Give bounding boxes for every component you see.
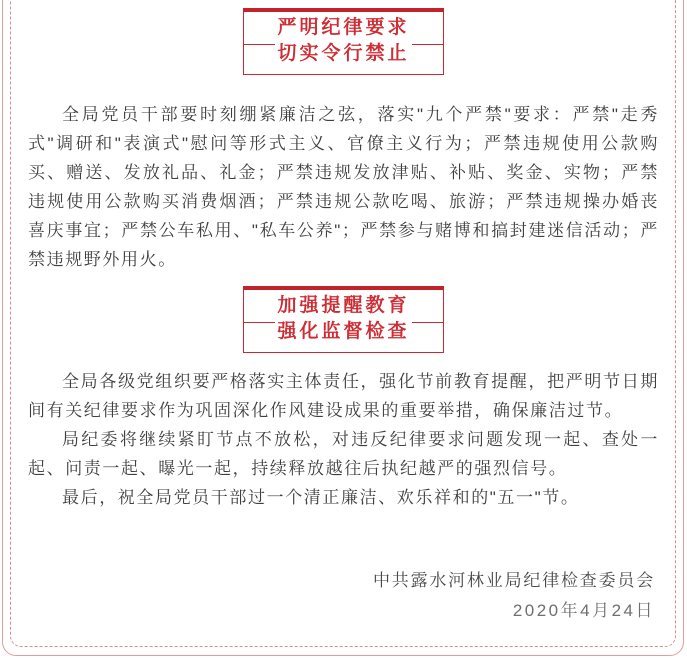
section-body-discipline bbox=[28, 100, 659, 274]
section-heading-box-discipline bbox=[243, 8, 444, 75]
section-heading-line: 加强提醒教育 bbox=[277, 295, 410, 316]
paragraph: 最后，祝全局党员干部过一个清正廉洁、欢乐祥和的"五一"节。 bbox=[62, 488, 580, 507]
heading-divider-tick-left bbox=[244, 44, 275, 45]
signature-block bbox=[0, 566, 655, 626]
section-heading-line: 强化监督检查 bbox=[277, 321, 410, 342]
signature-organization: 中共露水河林业局纪律检查委员会 bbox=[373, 571, 655, 590]
heading-divider-tick-right bbox=[412, 322, 443, 323]
signature-date: 2020年4月24日 bbox=[512, 601, 655, 620]
heading-divider-tick-right bbox=[412, 44, 443, 45]
paragraph: 局纪委将继续紧盯节点不放松，对违反纪律要求问题发现一起、查处一起、问责一起、曝光一起，持续释放越往后执纪越严的强烈信号。 bbox=[28, 430, 659, 478]
paragraph: 全局各级党组织要严格落实主体责任，强化节前教育提醒，把严明节日期间有关纪律要求作为巩固深化作风建设成果的重要举措，确保廉洁过节。 bbox=[28, 372, 659, 420]
section-body-supervision bbox=[28, 367, 659, 512]
paragraph: 全局党员干部要时刻绷紧廉洁之弦，落实"九个严禁"要求：严禁"走秀式"调研和"表演式"慰问等形式主义、官僚主义行为；严禁违规使用公款购买、赠送、发放礼品、礼金；严禁违规发放津贴、补贴、奖金、实物；严禁违规使用公款购买消费烟酒；严禁违规公款吃喝、旅游；严禁违规操办婚丧喜庆事宜；严禁公车私用、"私车公养"；严禁参与赌博和搞封建迷信活动；严禁违规野外用火。 bbox=[28, 105, 659, 269]
section-heading-box-supervision bbox=[243, 286, 444, 353]
heading-divider-tick-left bbox=[244, 322, 275, 323]
section-heading-line: 严明纪律要求 bbox=[277, 17, 410, 38]
section-heading-line: 切实令行禁止 bbox=[277, 43, 410, 64]
